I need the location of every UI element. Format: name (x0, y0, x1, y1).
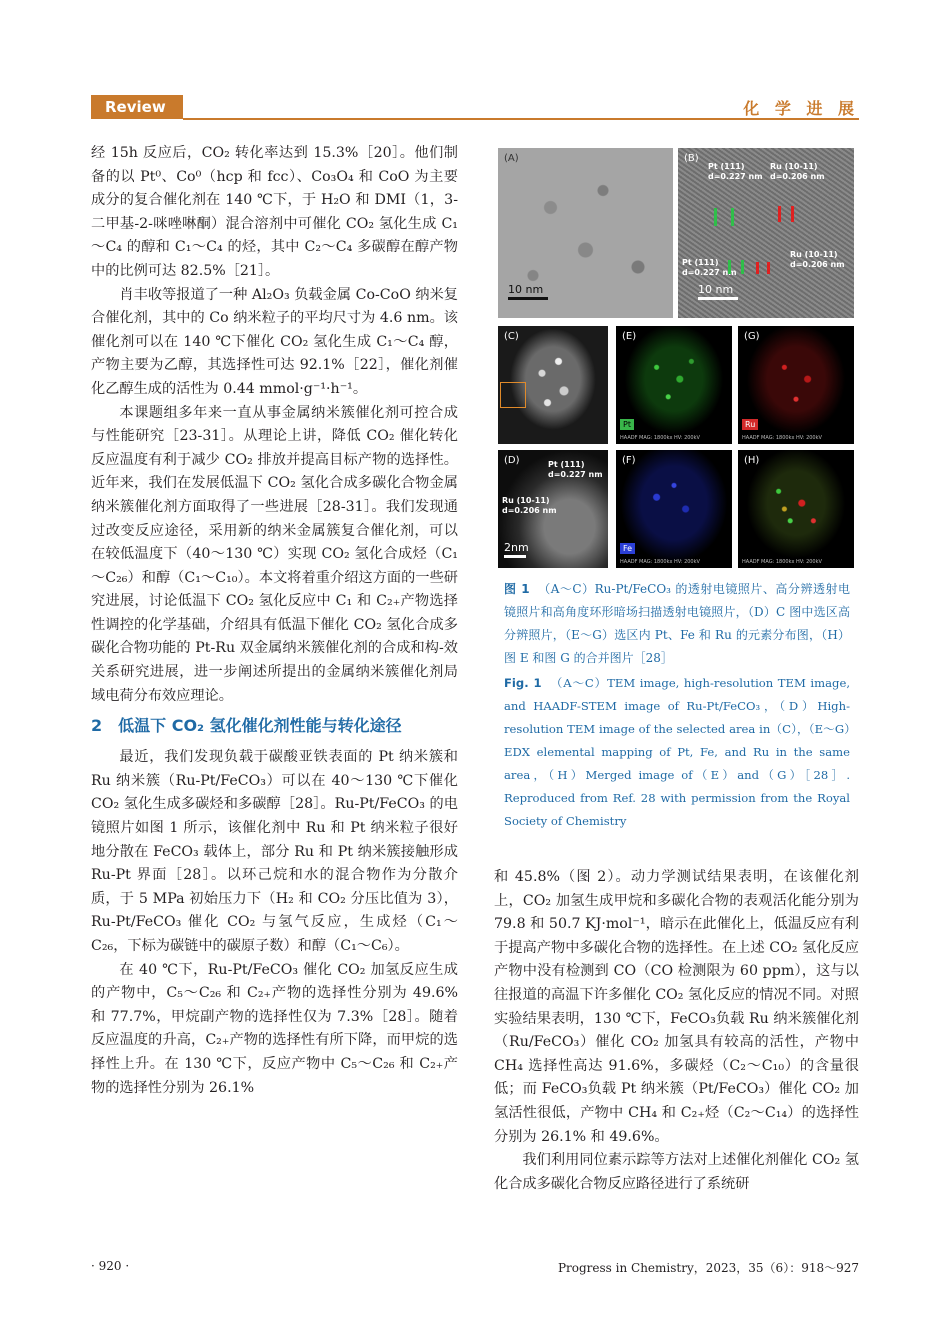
annotation-ru-bottom: Ru (10-11) d=0.206 nm (790, 250, 845, 269)
panel-label: (G) (744, 331, 760, 342)
right-column (494, 866, 859, 1196)
scale-bar-label: 10 nm (508, 283, 544, 296)
paragraph: 本课题组多年来一直从事金属纳米簇催化剂可控合成与性能研究［23-31］。从理论上讲，降低 CO₂ 催化转化反应温度有利于减少 CO₂ 排放并提高目标产物的选择性。近年来，我们在发展低温下 CO₂ 氢化合成多碳化合物金属纳米簇催化剂方面取得了一些进展［28-31］。我们发现通过改变反应途径，采用新的纳米金属簇复合催化剂，可以在较低温度下（40～130 ℃）实现 CO₂ 氢化合成烃（C₁～C₂₆）和醇（C₁～C₁₀）。本文将着重介绍这方面的一些研究进展，讨论低温下 CO₂ 氢化反应中 C₁ 和 C₂₊产物选择性调控的化学基础，介绍具有低温下催化 CO₂ 氢化合成多碳化合物功能的 Pt-Ru 双金属纳米簇催化剂的合成和构-效关系研究进展，进一步阐述所提出的金属纳米簇催化剂局域电荷分布效应理论。 (91, 404, 458, 704)
panel-b-hrtem (678, 148, 854, 318)
element-tag-pt: Pt (620, 419, 634, 430)
annotation-pt-top: Pt (111) d=0.227 nm (708, 162, 763, 181)
panel-label: (B) (684, 153, 699, 164)
paragraph: 在 40 ℃下，Ru-Pt/FeCO₃ 催化 CO₂ 加氢反应生成的产物中，C₅～C₂₆ 和 C₂₊产物的选择性分别为 49.6% 和 77.7%，甲烷副产物的选择性仅为 7.3%［28］。随着反应温度的升高，C₂₊产物的选择性有所下降，而甲烷的选择性上升。在 130 ℃下，反应产物中 C₅～C₂₆ 和 C₂₊产物的选择性分别为 26.1% (91, 961, 458, 1096)
scale-bar (698, 297, 738, 300)
panel-label: (C) (504, 331, 519, 342)
pt-lattice-mark (714, 208, 734, 226)
pt-lattice-mark (728, 260, 744, 274)
annotation-ru-top: Ru (10-11) d=0.206 nm (770, 162, 825, 181)
annotation-ru: Ru (10-11) d=0.206 nm (502, 496, 557, 515)
panel-c-haadf-stem (498, 326, 608, 444)
paragraph: 和 45.8%（图 2）。动力学测试结果表明，在该催化剂上，CO₂ 加氢生成甲烷和多碳化合物的表观活化能分别为 79.8 和 50.7 KJ·mol⁻¹，暗示在此催化上，低温反应有利于提高产物中多碳化合物的选择性。在上述 CO₂ 氢化反应产物中没有检测到 CO（CO 检测限为 60 ppm），这与以往报道的高温下许多催化 CO₂ 氢化反应的情况不同。对照实验结果表明，130 ℃下，FeCO₃负载 Ru 纳米簇催化剂（Ru/FeCO₃）催化 CO₂ 加氢具有较高的活性，产物中 CH₄ 选择性高达 91.6%，多碳烃（C₂～C₁₀）的含量很低；而 FeCO₃负载 Pt 纳米簇（Pt/FeCO₃）催化 CO₂ 加氢活性很低，产物中 CH₄ 和 C₂₊烃（C₂～C₁₄）的选择性分别为 26.1% 和 49.6%。 (494, 869, 859, 1145)
panel-label: (F) (622, 455, 636, 466)
section-heading: 2 低温下 CO₂ 氢化催化剂性能与转化途径 (91, 716, 402, 736)
panel-label: (D) (504, 455, 520, 466)
panel-label: (E) (622, 331, 637, 342)
caption-label: 图 1 (504, 582, 530, 596)
scale-bar-label: 10 nm (698, 283, 734, 296)
panel-label: (A) (504, 153, 519, 164)
map-metadata: HAADF MAG: 1800kx HV: 200kV (742, 435, 822, 441)
annotation-pt: Pt (111) d=0.227 nm (548, 460, 603, 479)
scale-bar (508, 297, 548, 300)
panel-h-merged-map (738, 450, 854, 568)
panel-label: (H) (744, 455, 760, 466)
panel-a-tem (498, 148, 673, 318)
figure-1 (498, 148, 854, 568)
paragraph: 最近，我们发现负载于碳酸亚铁表面的 Pt 纳米簇和 Ru 纳米簇（Ru-Pt/FeCO₃）可以在 40～130 ℃下催化 CO₂ 氢化生成多碳烃和多碳醇［28］。Ru-Pt/FeCO₃ 的电镜照片如图 1 所示，该催化剂中 Ru 和 Pt 纳米粒子很好地分散在 FeCO₃ 载体上，部分 Ru 和 Pt 纳米簇接触形成 Ru-Pt 界面［28］。以环己烷和水的混合物作为分散介质，于 5 MPa 初始压力下（H₂ 和 CO₂ 分压比值为 3），Ru-Pt/FeCO₃ 催化 CO₂ 与氢气反应，生成烃（C₁～C₂₆，下标为碳链中的碳原子数）和醇（C₁～C₆）。 (91, 749, 458, 954)
map-metadata: HAADF MAG: 1800kx HV: 200kV (620, 559, 700, 565)
section-badge: Review (91, 95, 183, 119)
ru-lattice-mark (756, 262, 770, 274)
page-number: · 920 · (91, 1259, 130, 1273)
panel-e-pt-map (616, 326, 732, 444)
scale-bar (504, 555, 526, 558)
paragraph: 肖丰收等报道了一种 Al₂O₃ 负载金属 Co-CoO 纳米复合催化剂，其中的 Co 纳米粒子的平均尺寸为 4.6 nm。该催化剂可以在 140 ℃下催化 CO₂ 氢化生成 C₁～C₄ 醇，产物主要为乙醇，其选择性可达 92.1%［22］，催化剂催化乙醇生成的活性为 0.44 mmol·g⁻¹·h⁻¹。 (91, 286, 458, 397)
caption-label: Fig. 1 (504, 676, 542, 690)
scale-bar-label: 2nm (504, 541, 529, 554)
annotation-pt-bottom: Pt (111) d=0.227 nm (682, 258, 737, 277)
map-metadata: HAADF MAG: 1800kx HV: 200kV (620, 435, 700, 441)
journal-citation: Progress in Chemistry，2023，35（6）：918～927 (557, 1261, 859, 1275)
caption-text: （A～C）Ru-Pt/FeCO₃ 的透射电镜照片、高分辨透射电镜照片和高角度环形暗场扫描透射电镜照片，（D）C 图中选区高分辨照片，（E～G）选区内 Pt、Fe 和 Ru 的元素分布图，（H）图 E 和图 G 的合并图片［28］ (504, 582, 850, 665)
ru-lattice-mark (778, 206, 794, 222)
map-metadata: HAADF MAG: 1800kx HV: 200kV (742, 559, 822, 565)
panel-f-fe-map (616, 450, 732, 568)
paragraph: 我们利用同位素示踪等方法对上述催化剂催化 CO₂ 氢化合成多碳化合物反应路径进行了系统研 (494, 1152, 859, 1192)
figure-caption-en (504, 672, 850, 833)
panel-d-hr-selected (498, 450, 608, 568)
paragraph: 经 15h 反应后，CO₂ 转化率达到 15.3%［20］。他们制备的以 Pt⁰、Co⁰（hcp 和 fcc）、Co₃O₄ 和 CoO 为主要成分的复合催化剂在 140 ℃下，于 H₂O 和 DMI（1，3-二甲基-2-咪唑啉酮）混合溶剂中可催化 CO₂ 氢化生成 C₁～C₄ 的醇和 C₁～C₄ 的烃，其中 C₂～C₄ 多碳醇在醇产物中的比例可达 82.5%［21］。 (91, 145, 458, 279)
panel-g-ru-map (738, 326, 854, 444)
selected-area-box (500, 382, 526, 408)
caption-text: （A～C）TEM image, high-resolution TEM image, and HAADF-STEM image of Ru-Pt/FeCO₃，（D）High-resolution TEM image of the selected area in（C），（E～G）EDX elemental mapping of Pt, Fe, and Ru in the same area，（H）Merged image of（E）and（G）［28］. Reproduced from Ref. 28 with permission from the Royal Society of Chemistry (504, 676, 851, 828)
journal-name: 化 学 进 展 (743, 99, 859, 118)
left-column (91, 142, 458, 1100)
figure-caption-cn (504, 578, 850, 670)
element-tag-ru: Ru (742, 419, 758, 430)
element-tag-fe: Fe (620, 543, 635, 554)
